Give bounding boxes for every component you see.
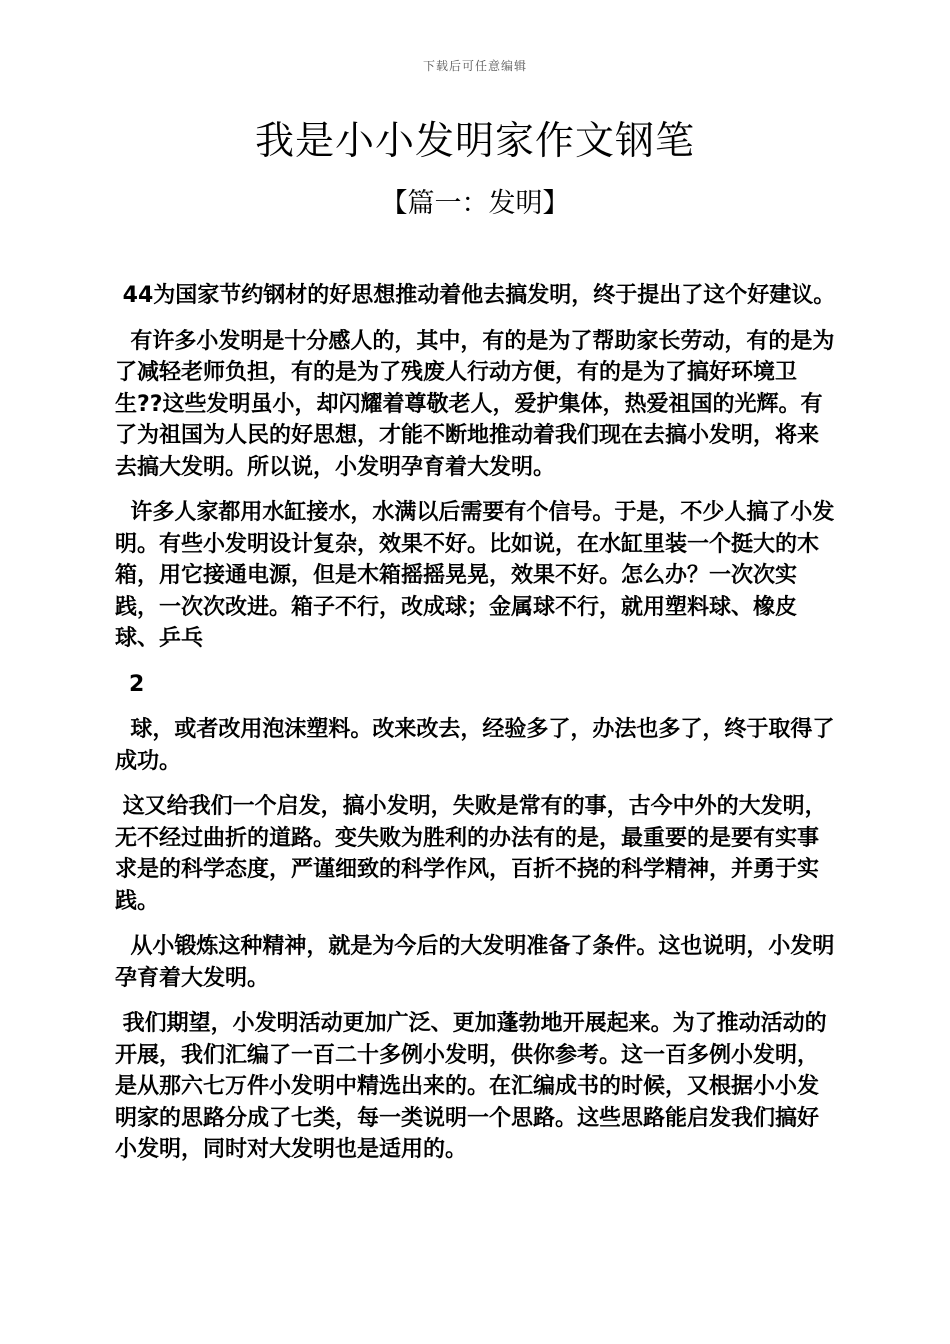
header-note: 下载后可任意编辑 — [422, 59, 527, 73]
document-subtitle: 【篇一：发明】 — [380, 188, 570, 219]
paragraph: 从小锻炼这种精神，就是为今后的大发明准备了条件。这也说明，小发明孕育着大发明。 — [115, 934, 835, 991]
paragraph: 这又给我们一个启发，搞小发明，失败是常有的事，古今中外的大发明，无不经过曲折的道路。变失败为胜利的办法有的是，最重要的是要有实事求是的科学态度，严谨细致的科学作风，百折不挠的科学精神，并勇于实践。 — [115, 794, 827, 914]
document-body — [115, 280, 840, 1180]
paragraph: 我们期望，小发明活动更加广泛、更加蓬勃地开展起来。为了推动活动的开展，我们汇编了一百二十多例小发明，供你参考。这一百多例小发明，是从那六七万件小发明中精选出来的。在汇编成书的时候，又根据小小发明家的思路分成了七类，每一类说明一个思路。这些思路能启发我们搞好小发明，同时对大发明也是适用的。 — [115, 1011, 827, 1162]
paragraph: 有许多小发明是十分感人的，其中，有的是为了帮助家长劳动，有的是为了减轻老师负担，有的是为了残废人行动方便，有的是为了搞好环境卫生??这些发明虽小，却闪耀着尊敬老人，爱护集体，热爱祖国的光辉。有了为祖国为人民的好思想，才能不断地推动着我们现在去搞小发明，将来去搞大发明。所以说，小发明孕育着大发明。 — [115, 328, 835, 480]
page-number: 2 — [129, 671, 145, 697]
document-title: 我是小小发明家作文钢笔 — [254, 119, 695, 164]
paragraph: 44为国家节约钢材的好思想推动着他去搞发明，终于提出了这个好建议。 — [115, 283, 836, 308]
paragraph: 球，或者改用泡沫塑料。改来改去，经验多了，办法也多了，终于取得了成功。 — [115, 717, 835, 774]
paragraph: 许多人家都用水缸接水，水满以后需要有个信号。于是，不少人搞了小发明。有些小发明设计复杂，效果不好。比如说，在水缸里装一个挺大的木箱，用它接通电源，但是木箱摇摇晃晃，效果不好。怎么办？一次次实践，一次次改进。箱子不行，改成球；金属球不行，就用塑料球、橡皮球、乒乓 — [115, 500, 835, 651]
